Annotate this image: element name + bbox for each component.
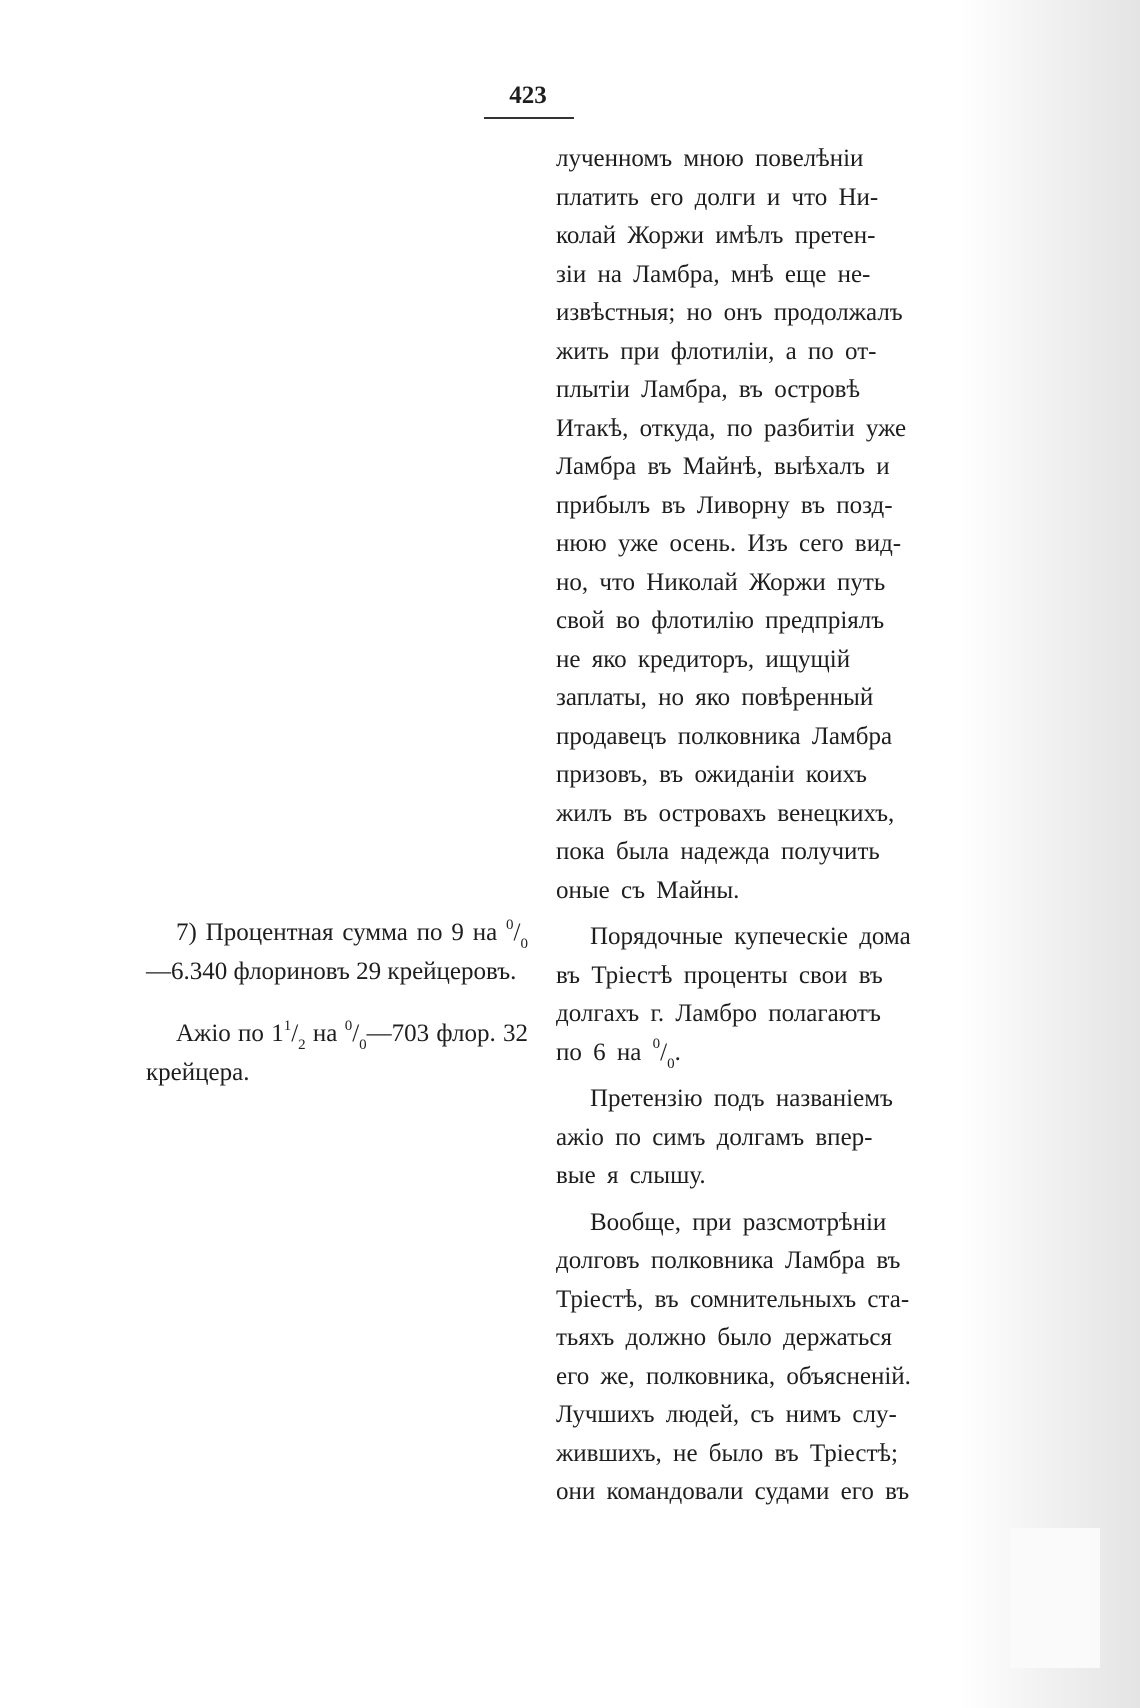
percent-sign-slash: / xyxy=(352,1020,360,1047)
text-line: они командовали судами его въ xyxy=(556,1478,910,1505)
text-line: пока была надежда получить xyxy=(556,838,880,865)
fraction-denominator: 2 xyxy=(298,1037,306,1053)
paragraph-gap xyxy=(556,1196,942,1204)
text-line: долгахъ г. Ламбро полагаютъ xyxy=(556,1000,881,1027)
text-line: жившихъ, не было въ Тріестѣ; xyxy=(556,1439,898,1467)
text-fragment: на xyxy=(305,1020,345,1047)
text-line: колай Жоржи имѣлъ претен- xyxy=(556,222,876,249)
text-line: извѣстныя; но онъ продолжалъ xyxy=(556,299,903,326)
text-line: нюю уже осень. Изъ сего вид- xyxy=(556,530,902,557)
text-line xyxy=(556,1034,942,1073)
text-line: Порядочные купеческіе дома xyxy=(590,923,911,950)
percent-sign-top: 0 xyxy=(652,1036,661,1053)
fraction-slash: / xyxy=(291,1020,299,1047)
scan-page-corner xyxy=(1010,1528,1100,1668)
text-line: Тріестѣ, въ сомнительныхъ ста- xyxy=(556,1285,910,1313)
text-line: въ Тріестѣ проценты свои въ xyxy=(556,961,883,989)
text-line: Лучшихъ людей, съ нимъ слу- xyxy=(556,1401,897,1428)
text-fragment: Ажіо по 1 xyxy=(176,1020,284,1047)
paragraph-gap xyxy=(556,910,942,918)
paragraph-gap xyxy=(556,1072,942,1080)
percent-sign-bottom: 0 xyxy=(667,1055,675,1072)
percent-sign-top: 0 xyxy=(506,916,514,933)
text-line: призовъ, въ ожиданіи коихъ xyxy=(556,761,867,788)
text-fragment: . xyxy=(674,1038,681,1066)
fraction-numerator: 1 xyxy=(283,1017,292,1034)
text-line: Вообще, при разсмотрѣніи xyxy=(590,1208,887,1236)
text-line: жить при флотиліи, а по от- xyxy=(556,337,877,365)
percent-sign-bottom: 0 xyxy=(359,1037,367,1053)
text-line: жилъ въ островахъ венецкихъ, xyxy=(556,799,895,827)
text-line: лученномъ мною повелѣніи xyxy=(556,145,864,172)
text-line: тьяхъ должно было держаться xyxy=(556,1324,893,1351)
left-column xyxy=(146,914,528,1116)
percent-sign-slash: / xyxy=(513,919,521,946)
text-line: ажіо по симъ долгамъ впер- xyxy=(556,1123,873,1151)
text-line: Претензію подъ названіемъ xyxy=(590,1085,893,1112)
text-line: свой во флотилію предпріялъ xyxy=(556,607,885,634)
text-line: долговъ полковника Ламбра въ xyxy=(556,1247,901,1274)
margin-note-agio xyxy=(146,1015,528,1092)
percent-sign-bottom: 0 xyxy=(520,936,528,952)
margin-note-item-7 xyxy=(146,914,528,991)
text-fragment: по 6 на xyxy=(556,1038,653,1066)
text-fragment: —6.340 флориновъ 29 крейцеровъ. xyxy=(146,957,517,985)
text-line: прибылъ въ Ливорну въ позд- xyxy=(556,491,893,519)
text-line: не яко кредиторъ, ищущій xyxy=(556,645,851,673)
text-line: его же, полковника, объясненій. xyxy=(556,1362,911,1390)
text-line: плытіи Ламбра, въ островѣ xyxy=(556,376,861,403)
text-fragment: 7) Процентная сумма по 9 на xyxy=(176,919,507,946)
percent-sign-top: 0 xyxy=(344,1017,353,1034)
right-column xyxy=(556,140,942,1512)
page-number-rule xyxy=(484,117,574,119)
page-number: 423 xyxy=(509,82,547,109)
text-line: вые я слышу. xyxy=(556,1162,706,1189)
text-line: продавецъ полковника Ламбра xyxy=(556,722,893,750)
text-line: платить его долги и что Ни- xyxy=(556,183,879,211)
text-line: оные съ Майны. xyxy=(556,876,740,904)
text-fragment xyxy=(556,1034,681,1073)
scan-page-edge xyxy=(960,0,1140,1708)
percent-sign-slash: / xyxy=(660,1038,668,1066)
text-fragment: —703 флор. 32 крейцера. xyxy=(146,1020,528,1086)
text-line: но, что Николай Жоржи путь xyxy=(556,568,886,596)
text-line: заплаты, но яко повѣренный xyxy=(556,684,874,711)
text-line: зіи на Ламбра, мнѣ еще не- xyxy=(556,260,871,288)
text-line: Ламбра въ Майнѣ, выѣхалъ и xyxy=(556,453,890,480)
text-line: Итакѣ, откуда, по разбитіи уже xyxy=(556,414,907,442)
